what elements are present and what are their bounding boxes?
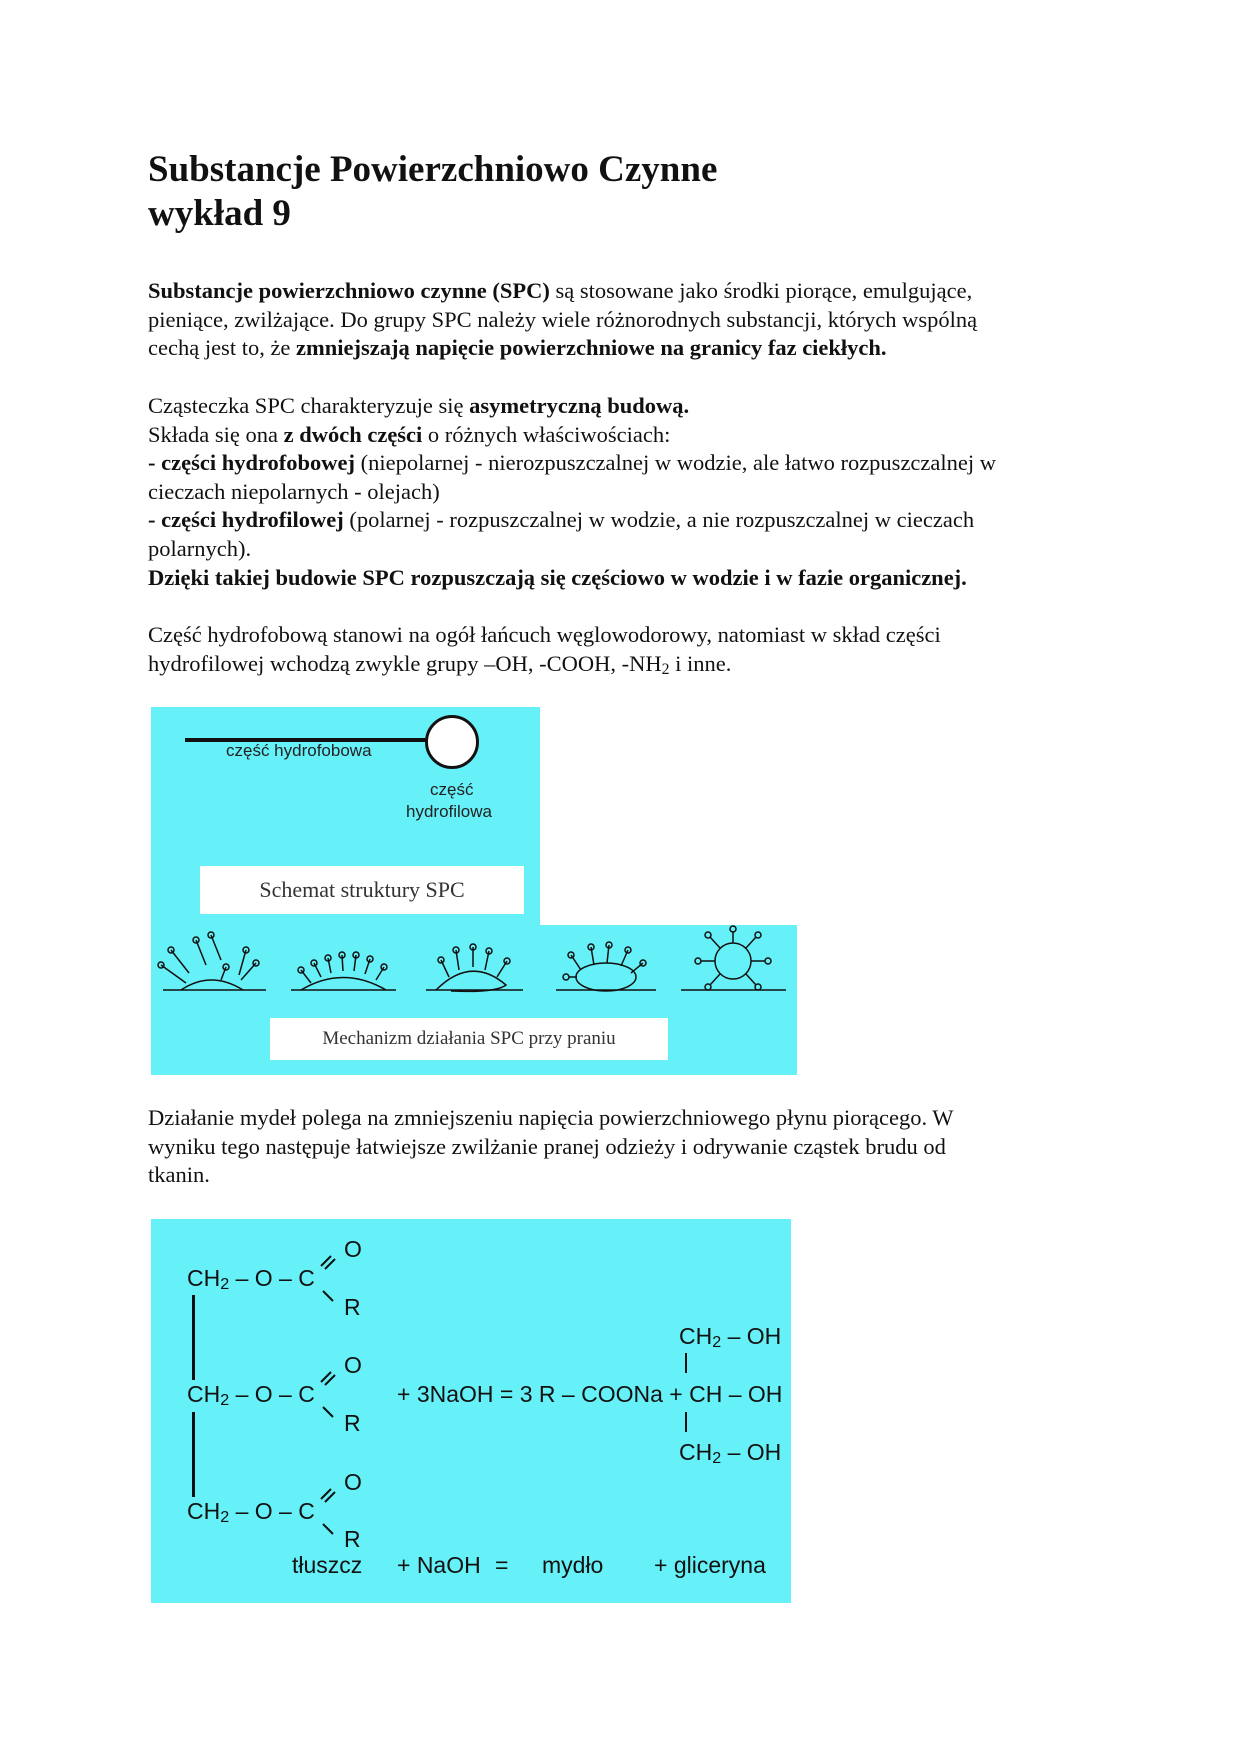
intro-text-1: są stosowane jako środki piorące, emulgujące,: [549, 278, 973, 303]
structure-text-1: Cząsteczka SPC charakteryzuje się: [148, 393, 470, 418]
page-title: [148, 148, 717, 236]
structure-bold-1: asymetryczną budową.: [469, 393, 690, 418]
glycerol-bottom: [679, 1439, 781, 1468]
intro-line-3: [148, 334, 1108, 363]
r-group-2: R: [344, 1410, 361, 1436]
micelle-stage-1: [158, 932, 266, 990]
subscript: 2: [220, 1508, 230, 1526]
oxygen-2: O: [344, 1352, 362, 1378]
glycerol-top: [679, 1323, 781, 1352]
structure-line-7: [148, 564, 1108, 593]
micelle-stage-3: [426, 944, 523, 991]
hydrophilic-head: [425, 715, 479, 769]
structure-bold-2: z dwóch części: [283, 421, 423, 447]
ch2-text: CH: [187, 1498, 221, 1524]
hydrophobic-term: - części hydrofobowej: [148, 450, 356, 476]
oxygen-3: O: [344, 1469, 362, 1495]
structure-paragraph: [148, 392, 1108, 592]
micelle-stage-4: [556, 942, 656, 991]
micelle-stage-5: [681, 926, 786, 990]
ester-text: – O – C: [229, 1381, 315, 1407]
structure-text-2c: o różnych właściwościach:: [422, 421, 671, 447]
structure-line-1: [148, 392, 1108, 421]
groups-text-2a: hydrofilowej wchodzą zwykle grupy –OH, -COOH, -NH: [148, 650, 662, 676]
subscript: 2: [712, 1333, 722, 1351]
glycerol-bond-1: [685, 1353, 687, 1373]
soap-paragraph: [148, 1104, 1108, 1190]
spc-abbrev: (SPC): [492, 278, 550, 303]
ester-text: – O – C: [229, 1265, 315, 1291]
hydrophilic-term: - części hydrofilowej: [148, 507, 344, 533]
reaction-equation: + 3NaOH = 3 R – COONa + CH – OH: [397, 1381, 783, 1407]
structure-line-3: [148, 449, 1108, 478]
oh-text: – OH: [721, 1323, 782, 1349]
ch2-text: CH: [187, 1381, 221, 1407]
intro-bold-3: zmniejszają napięcie powierzchniowe na granicy faz ciekłych.: [296, 335, 887, 361]
structure-line-5: [148, 506, 1108, 535]
r-group-3: R: [344, 1526, 361, 1552]
legend-fat: tłuszcz: [292, 1552, 363, 1578]
groups-line-2: [148, 650, 1108, 685]
soap-line-1: Działanie mydeł polega na zmniejszeniu napięcia powierzchniowego płynu piorącego. W: [148, 1105, 954, 1130]
legend-glycerin: + gliceryna: [654, 1552, 766, 1578]
reaction-diagram: [151, 1219, 791, 1603]
bond-lines: [151, 1219, 791, 1603]
legend-soap: mydło: [542, 1552, 604, 1578]
spc-term: Substancje powierzchniowo czynne: [148, 278, 487, 303]
intro-line-2: pieniące, zwilżające. Do grupy SPC należy wiele różnorodnych substancji, których wspólną: [148, 306, 978, 332]
oxygen-1: O: [344, 1236, 362, 1262]
title-line-2: wykład 9: [148, 193, 291, 234]
subscript: 2: [220, 1391, 230, 1409]
legend-naoh: + NaOH: [397, 1552, 481, 1578]
ch2-text: CH: [187, 1265, 221, 1291]
ester-text: – O – C: [229, 1498, 315, 1524]
structure-line-2: [148, 421, 1108, 450]
structure-line-4: cieczach niepolarnych - olejach): [148, 478, 440, 504]
caption-structure: Schemat struktury SPC: [200, 866, 524, 914]
structure-line-6: polarnych).: [148, 535, 252, 561]
glycerol-bond-2: [685, 1412, 687, 1432]
hydrophilic-label-2: hydrofilowa: [406, 802, 492, 821]
legend-equals: =: [495, 1552, 509, 1578]
hydrophobic-label: część hydrofobowa: [226, 741, 372, 760]
groups-text-2b: i inne.: [669, 650, 732, 676]
soap-line-3: tkanin.: [148, 1162, 210, 1188]
intro-paragraph: [148, 277, 1108, 363]
subscript: 2: [220, 1275, 230, 1293]
micelle-stage-2: [291, 952, 396, 990]
ch2-text: CH: [679, 1323, 713, 1349]
structure-text-2a: Składa się ona: [148, 421, 284, 447]
ch2-text: CH: [679, 1439, 713, 1465]
oh-text: – OH: [721, 1439, 782, 1465]
structure-bold-7: Dzięki takiej budowie SPC rozpuszczają się częściowo w wodzie i w fazie organicznej.: [148, 564, 967, 590]
subscript: 2: [712, 1449, 722, 1467]
r-group-1: R: [344, 1294, 361, 1320]
title-line-1: Substancje Powierzchniowo Czynne: [148, 149, 718, 190]
subscript: 2: [661, 660, 670, 678]
intro-line-1: [148, 277, 1108, 306]
caption-mechanism: Mechanizm działania SPC przy praniu: [270, 1018, 668, 1060]
hydrophilic-label-1: część: [430, 780, 474, 799]
soap-line-2: wyniku tego następuje łatwiejsze zwilżanie pranej odzieży i odrywanie cząstek brudu od: [148, 1133, 946, 1159]
structure-text-5: (polarnej - rozpuszczalnej w wodzie, a nie rozpuszczalnej w cieczach: [343, 507, 975, 533]
groups-paragraph: [148, 621, 1108, 684]
structure-text-3: (niepolarnej - nierozpuszczalnej w wodzie, ale łatwo rozpuszczalnej w: [355, 450, 997, 476]
groups-line-1: Część hydrofobową stanowi na ogół łańcuch węglowodorowy, natomiast w skład części: [148, 622, 941, 647]
intro-text-3: cechą jest to, że: [148, 335, 297, 361]
